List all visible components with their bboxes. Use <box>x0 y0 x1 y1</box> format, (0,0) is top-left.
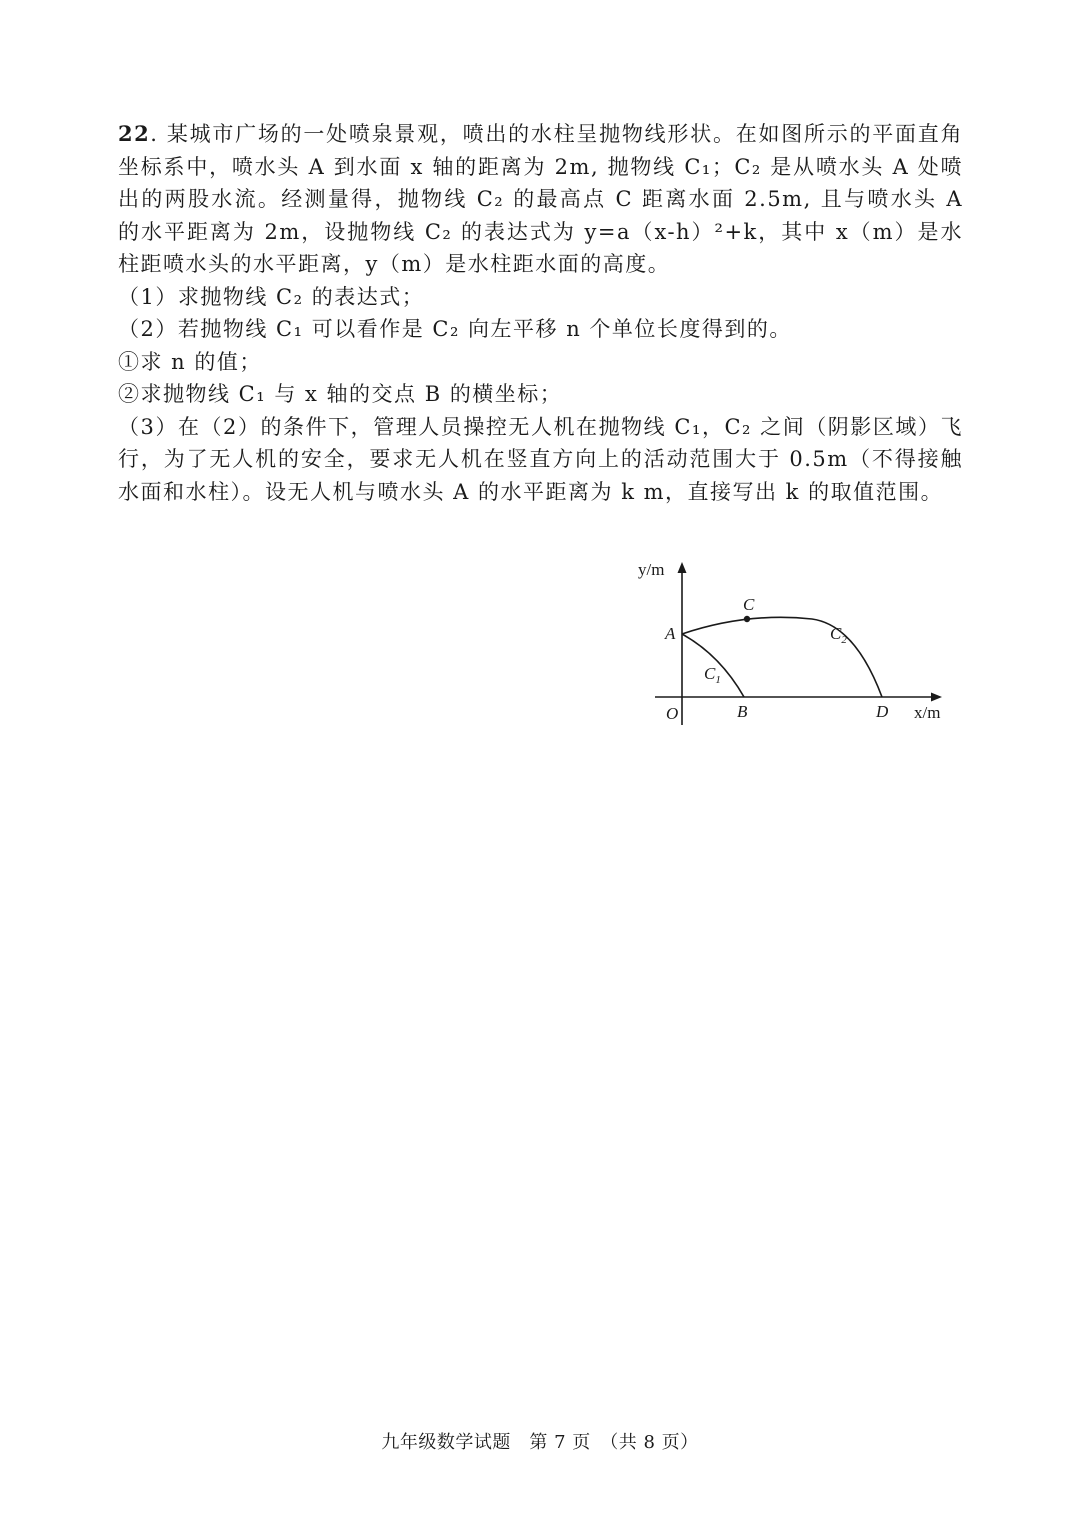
page-footer: 九年级数学试题 第 7 页 （共 8 页） <box>381 1432 699 1453</box>
curve-c1-subscript: 1 <box>715 674 721 686</box>
curve-c1-label <box>704 664 721 686</box>
x-axis-label: x/m <box>914 703 941 722</box>
question-2-part-a: ①求 n 的值； <box>118 349 262 374</box>
y-axis-arrow <box>678 562 687 573</box>
question-1: （1）求抛物线 C₂ 的表达式； <box>118 284 425 309</box>
question-2-part-b: ②求抛物线 C₁ 与 x 轴的交点 B 的横坐标； <box>118 382 563 406</box>
curve-c1-letter: C <box>704 664 716 683</box>
point-c-label: C <box>743 595 755 614</box>
curve-c2-letter: C <box>830 624 842 643</box>
origin-label: O <box>666 704 679 723</box>
question-2: （2）若抛物线 C₁ 可以看作是 C₂ 向左平移 n 个单位长度得到的。 <box>118 317 792 341</box>
x-axis-arrow <box>931 693 942 702</box>
curve-c2 <box>682 617 882 697</box>
problem-number: 22 <box>118 121 151 146</box>
problem-22 <box>118 118 963 508</box>
curve-c2-label <box>830 624 847 646</box>
parabola-figure <box>630 555 970 740</box>
curve-c2-subscript: 2 <box>841 634 847 646</box>
question-3: （3）在（2）的条件下，管理人员操控无人机在抛物线 C₁，C₂ 之间（阴影区域）飞行，为了无人机的安全，要求无人机在竖直方向上的活动范围大于 0.5m（不得接触水面和水柱）。设无人机与喷水头 A 的水平距离为 k m，直接写出 k 的取值范围。 <box>118 414 963 504</box>
point-c-dot <box>744 616 750 622</box>
problem-statement <box>118 118 963 281</box>
point-a-label: A <box>665 624 676 643</box>
y-axis-label: y/m <box>638 560 665 579</box>
point-b-label: B <box>737 702 748 721</box>
problem-paragraph: . 某城市广场的一处喷泉景观，喷出的水柱呈抛物线形状。在如图所示的平面直角坐标系中，喷水头 A 到水面 x 轴的距离为 2m, 抛物线 C₁；C₂ 是从喷水头 A 处喷出的两股水流。经测量得，抛物线 C₂ 的最高点 C 距离水面 2.5m, 且与喷水头 A 的水平距离为 2m，设抛物线 C₂ 的表达式为 y=a（x-h）²+k，其中 x（m）是水柱距喷水头的水平距离，y（m）是水柱距水面的高度。 <box>118 122 963 276</box>
point-d-label: D <box>876 702 889 721</box>
